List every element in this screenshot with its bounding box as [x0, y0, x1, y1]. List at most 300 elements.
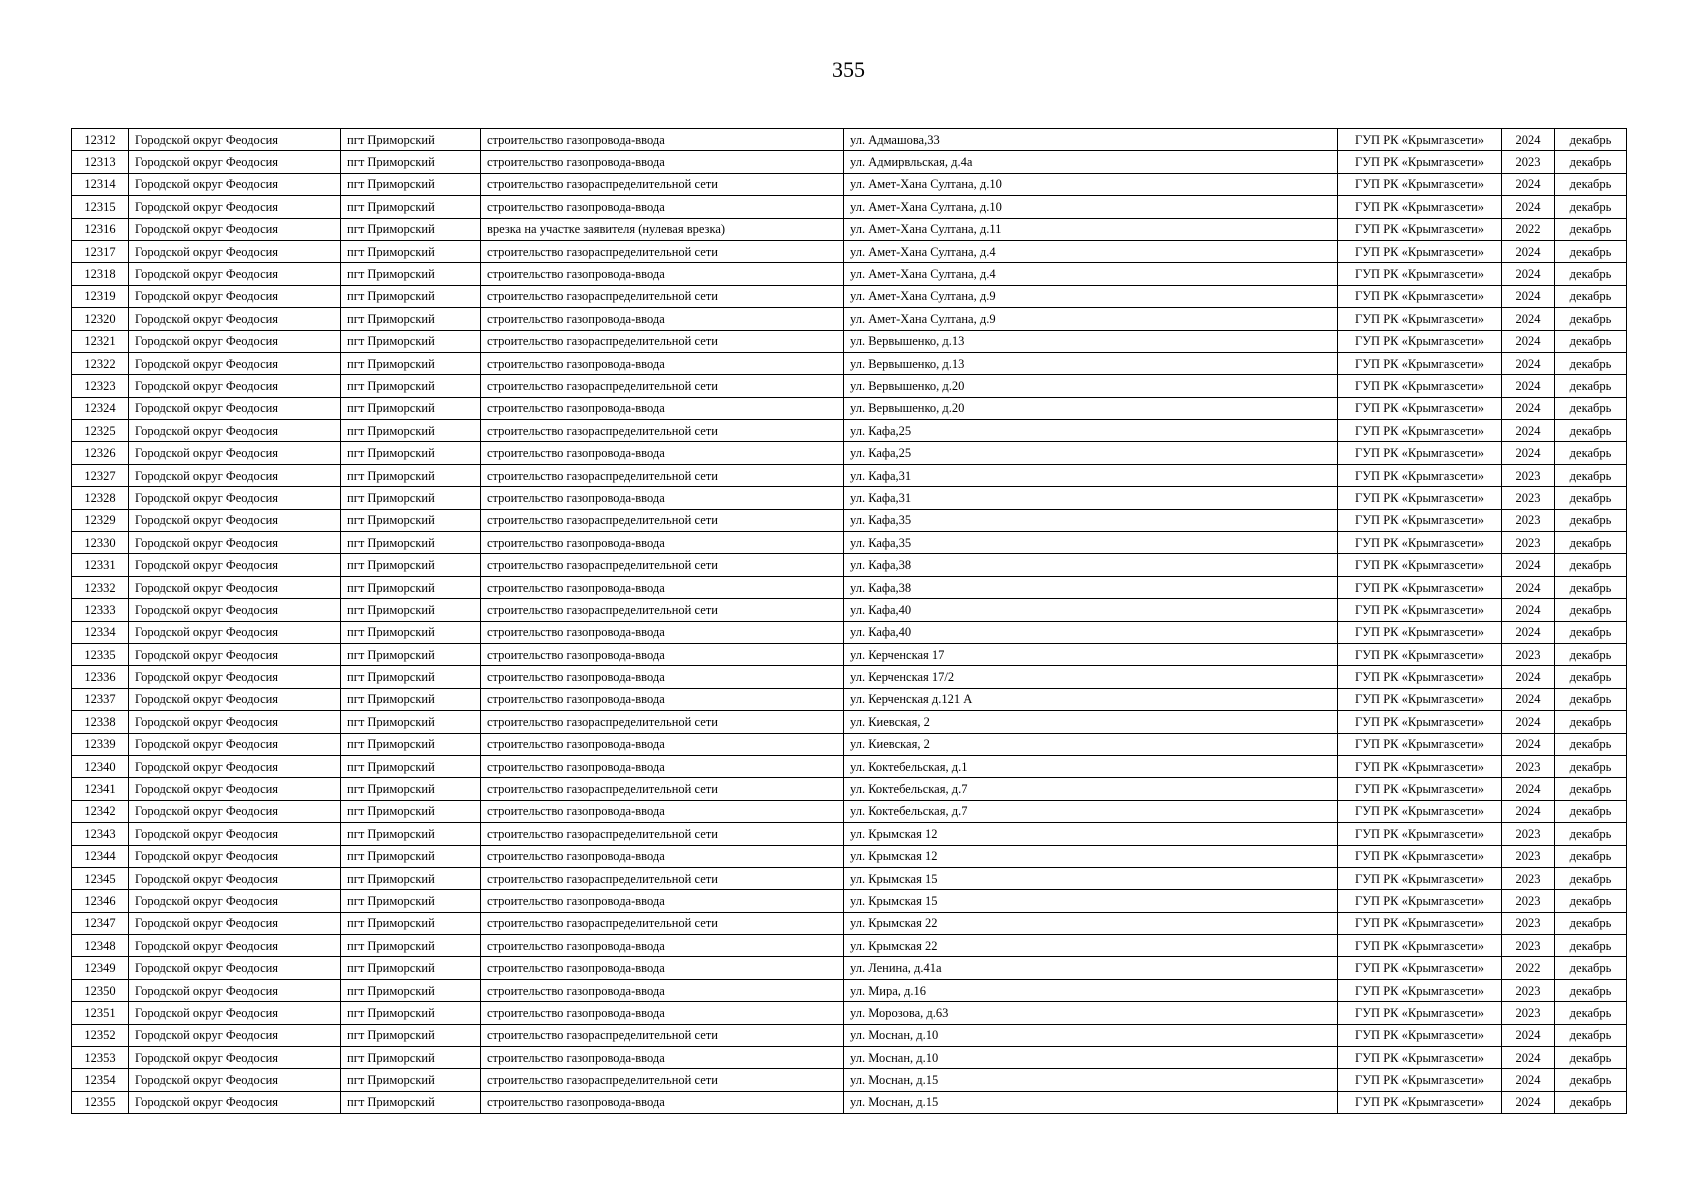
month-cell: декабрь	[1555, 755, 1627, 777]
address-cell: ул. Киевская, 2	[844, 733, 1338, 755]
work-type-cell: строительство газораспределительной сети	[481, 1024, 844, 1046]
organization-cell: ГУП РК «Крымгазсети»	[1338, 554, 1502, 576]
address-cell: ул. Вервышенко, д.20	[844, 375, 1338, 397]
table-row	[72, 263, 1627, 285]
work-type-cell: строительство газораспределительной сети	[481, 375, 844, 397]
settlement-cell: пгт Приморский	[341, 173, 481, 195]
month-cell: декабрь	[1555, 823, 1627, 845]
settlement-cell: пгт Приморский	[341, 1024, 481, 1046]
district-cell: Городской округ Феодосия	[129, 442, 341, 464]
work-type-cell: строительство газопровода-ввода	[481, 688, 844, 710]
work-type-cell: строительство газораспределительной сети	[481, 509, 844, 531]
settlement-cell: пгт Приморский	[341, 330, 481, 352]
settlement-cell: пгт Приморский	[341, 621, 481, 643]
organization-cell: ГУП РК «Крымгазсети»	[1338, 912, 1502, 934]
work-type-cell: строительство газораспределительной сети	[481, 285, 844, 307]
settlement-cell: пгт Приморский	[341, 823, 481, 845]
row-number: 12337	[72, 688, 129, 710]
district-cell: Городской округ Феодосия	[129, 263, 341, 285]
year-cell: 2023	[1502, 823, 1555, 845]
district-cell: Городской округ Феодосия	[129, 1002, 341, 1024]
district-cell: Городской округ Феодосия	[129, 240, 341, 262]
district-cell: Городской округ Феодосия	[129, 554, 341, 576]
district-cell: Городской округ Феодосия	[129, 621, 341, 643]
row-number: 12329	[72, 509, 129, 531]
row-number: 12320	[72, 308, 129, 330]
organization-cell: ГУП РК «Крымгазсети»	[1338, 979, 1502, 1001]
row-number: 12322	[72, 352, 129, 374]
work-type-cell: строительство газопровода-ввода	[481, 487, 844, 509]
organization-cell: ГУП РК «Крымгазсети»	[1338, 1002, 1502, 1024]
work-type-cell: строительство газопровода-ввода	[481, 979, 844, 1001]
month-cell: декабрь	[1555, 957, 1627, 979]
address-cell: ул. Амет-Хана Султана, д.10	[844, 173, 1338, 195]
address-cell: ул. Амет-Хана Султана, д.11	[844, 218, 1338, 240]
organization-cell: ГУП РК «Крымгазсети»	[1338, 464, 1502, 486]
district-cell: Городской округ Феодосия	[129, 733, 341, 755]
year-cell: 2024	[1502, 263, 1555, 285]
row-number: 12317	[72, 240, 129, 262]
settlement-cell: пгт Приморский	[341, 800, 481, 822]
organization-cell: ГУП РК «Крымгазсети»	[1338, 1069, 1502, 1091]
work-type-cell: строительство газораспределительной сети	[481, 464, 844, 486]
organization-cell: ГУП РК «Крымгазсети»	[1338, 397, 1502, 419]
address-cell: ул. Кафа,40	[844, 599, 1338, 621]
month-cell: декабрь	[1555, 397, 1627, 419]
year-cell: 2024	[1502, 308, 1555, 330]
month-cell: декабрь	[1555, 285, 1627, 307]
district-cell: Городской округ Феодосия	[129, 778, 341, 800]
year-cell: 2024	[1502, 666, 1555, 688]
work-type-cell: строительство газораспределительной сети	[481, 599, 844, 621]
month-cell: декабрь	[1555, 666, 1627, 688]
settlement-cell: пгт Приморский	[341, 308, 481, 330]
work-type-cell: строительство газопровода-ввода	[481, 151, 844, 173]
month-cell: декабрь	[1555, 890, 1627, 912]
organization-cell: ГУП РК «Крымгазсети»	[1338, 1047, 1502, 1069]
organization-cell: ГУП РК «Крымгазсети»	[1338, 733, 1502, 755]
year-cell: 2023	[1502, 979, 1555, 1001]
row-number: 12340	[72, 755, 129, 777]
settlement-cell: пгт Приморский	[341, 890, 481, 912]
year-cell: 2022	[1502, 218, 1555, 240]
year-cell: 2024	[1502, 1047, 1555, 1069]
table-row	[72, 957, 1627, 979]
district-cell: Городской округ Феодосия	[129, 129, 341, 151]
settlement-cell: пгт Приморский	[341, 979, 481, 1001]
year-cell: 2023	[1502, 1002, 1555, 1024]
row-number: 12336	[72, 666, 129, 688]
month-cell: декабрь	[1555, 442, 1627, 464]
month-cell: декабрь	[1555, 1047, 1627, 1069]
year-cell: 2024	[1502, 285, 1555, 307]
address-cell: ул. Крымская 22	[844, 912, 1338, 934]
district-cell: Городской округ Феодосия	[129, 330, 341, 352]
settlement-cell: пгт Приморский	[341, 352, 481, 374]
district-cell: Городской округ Феодосия	[129, 935, 341, 957]
work-type-cell: строительство газопровода-ввода	[481, 129, 844, 151]
table-row	[72, 800, 1627, 822]
settlement-cell: пгт Приморский	[341, 733, 481, 755]
address-cell: ул. Амет-Хана Султана, д.9	[844, 308, 1338, 330]
settlement-cell: пгт Приморский	[341, 599, 481, 621]
table-row	[72, 240, 1627, 262]
row-number: 12353	[72, 1047, 129, 1069]
row-number: 12350	[72, 979, 129, 1001]
address-cell: ул. Керченская 17/2	[844, 666, 1338, 688]
organization-cell: ГУП РК «Крымгазсети»	[1338, 823, 1502, 845]
table-row	[72, 285, 1627, 307]
district-cell: Городской округ Феодосия	[129, 532, 341, 554]
district-cell: Городской округ Феодосия	[129, 845, 341, 867]
month-cell: декабрь	[1555, 778, 1627, 800]
settlement-cell: пгт Приморский	[341, 285, 481, 307]
address-cell: ул. Моснан, д.15	[844, 1069, 1338, 1091]
year-cell: 2023	[1502, 912, 1555, 934]
month-cell: декабрь	[1555, 867, 1627, 889]
month-cell: декабрь	[1555, 240, 1627, 262]
year-cell: 2024	[1502, 352, 1555, 374]
table-row	[72, 1002, 1627, 1024]
settlement-cell: пгт Приморский	[341, 464, 481, 486]
organization-cell: ГУП РК «Крымгазсети»	[1338, 352, 1502, 374]
table-row	[72, 218, 1627, 240]
organization-cell: ГУП РК «Крымгазсети»	[1338, 867, 1502, 889]
row-number: 12321	[72, 330, 129, 352]
organization-cell: ГУП РК «Крымгазсети»	[1338, 643, 1502, 665]
settlement-cell: пгт Приморский	[341, 912, 481, 934]
month-cell: декабрь	[1555, 711, 1627, 733]
address-cell: ул. Кафа,35	[844, 509, 1338, 531]
month-cell: декабрь	[1555, 352, 1627, 374]
table-row	[72, 151, 1627, 173]
work-type-cell: строительство газопровода-ввода	[481, 576, 844, 598]
table-row	[72, 778, 1627, 800]
year-cell: 2024	[1502, 688, 1555, 710]
address-cell: ул. Адмирвльская, д.4а	[844, 151, 1338, 173]
row-number: 12318	[72, 263, 129, 285]
year-cell: 2023	[1502, 845, 1555, 867]
address-cell: ул. Крымская 12	[844, 845, 1338, 867]
month-cell: декабрь	[1555, 979, 1627, 1001]
table-row	[72, 599, 1627, 621]
settlement-cell: пгт Приморский	[341, 509, 481, 531]
row-number: 12312	[72, 129, 129, 151]
district-cell: Городской округ Феодосия	[129, 218, 341, 240]
address-cell: ул. Морозова, д.63	[844, 1002, 1338, 1024]
table-row	[72, 1047, 1627, 1069]
page-number: 355	[832, 57, 865, 82]
address-cell: ул. Вервышенко, д.13	[844, 330, 1338, 352]
month-cell: декабрь	[1555, 218, 1627, 240]
work-type-cell: строительство газопровода-ввода	[481, 733, 844, 755]
work-type-cell: строительство газопровода-ввода	[481, 1091, 844, 1113]
organization-cell: ГУП РК «Крымгазсети»	[1338, 308, 1502, 330]
table-row	[72, 442, 1627, 464]
district-cell: Городской округ Феодосия	[129, 397, 341, 419]
organization-cell: ГУП РК «Крымгазсети»	[1338, 509, 1502, 531]
work-type-cell: строительство газораспределительной сети	[481, 867, 844, 889]
year-cell: 2024	[1502, 1091, 1555, 1113]
row-number: 12341	[72, 778, 129, 800]
table-row	[72, 643, 1627, 665]
district-cell: Городской округ Феодосия	[129, 285, 341, 307]
row-number: 12325	[72, 420, 129, 442]
table-row	[72, 890, 1627, 912]
organization-cell: ГУП РК «Крымгазсети»	[1338, 487, 1502, 509]
settlement-cell: пгт Приморский	[341, 151, 481, 173]
row-number: 12314	[72, 173, 129, 195]
district-cell: Городской округ Феодосия	[129, 711, 341, 733]
settlement-cell: пгт Приморский	[341, 711, 481, 733]
work-type-cell: строительство газопровода-ввода	[481, 1047, 844, 1069]
table-row	[72, 129, 1627, 151]
address-cell: ул. Кафа,31	[844, 464, 1338, 486]
settlement-cell: пгт Приморский	[341, 375, 481, 397]
year-cell: 2023	[1502, 643, 1555, 665]
year-cell: 2023	[1502, 464, 1555, 486]
table-row	[72, 1091, 1627, 1113]
month-cell: декабрь	[1555, 173, 1627, 195]
year-cell: 2024	[1502, 330, 1555, 352]
month-cell: декабрь	[1555, 375, 1627, 397]
table-row	[72, 867, 1627, 889]
month-cell: декабрь	[1555, 330, 1627, 352]
month-cell: декабрь	[1555, 935, 1627, 957]
month-cell: декабрь	[1555, 643, 1627, 665]
year-cell: 2023	[1502, 890, 1555, 912]
month-cell: декабрь	[1555, 733, 1627, 755]
district-cell: Городской округ Феодосия	[129, 487, 341, 509]
work-type-cell: строительство газораспределительной сети	[481, 420, 844, 442]
year-cell: 2024	[1502, 599, 1555, 621]
address-cell: ул. Керченская д.121 А	[844, 688, 1338, 710]
settlement-cell: пгт Приморский	[341, 532, 481, 554]
table-row	[72, 979, 1627, 1001]
district-cell: Городской округ Феодосия	[129, 173, 341, 195]
work-type-cell: строительство газопровода-ввода	[481, 308, 844, 330]
work-type-cell: строительство газораспределительной сети	[481, 554, 844, 576]
work-type-cell: строительство газопровода-ввода	[481, 442, 844, 464]
district-cell: Городской округ Феодосия	[129, 1091, 341, 1113]
organization-cell: ГУП РК «Крымгазсети»	[1338, 576, 1502, 598]
row-number: 12334	[72, 621, 129, 643]
row-number: 12343	[72, 823, 129, 845]
month-cell: декабрь	[1555, 554, 1627, 576]
work-type-cell: строительство газопровода-ввода	[481, 957, 844, 979]
table-row	[72, 173, 1627, 195]
organization-cell: ГУП РК «Крымгазсети»	[1338, 1024, 1502, 1046]
work-type-cell: строительство газопровода-ввода	[481, 666, 844, 688]
row-number: 12326	[72, 442, 129, 464]
row-number: 12351	[72, 1002, 129, 1024]
row-number: 12333	[72, 599, 129, 621]
settlement-cell: пгт Приморский	[341, 487, 481, 509]
settlement-cell: пгт Приморский	[341, 420, 481, 442]
row-number: 12313	[72, 151, 129, 173]
row-number: 12354	[72, 1069, 129, 1091]
year-cell: 2024	[1502, 442, 1555, 464]
district-cell: Городской округ Феодосия	[129, 308, 341, 330]
table-row	[72, 845, 1627, 867]
row-number: 12349	[72, 957, 129, 979]
table-row	[72, 509, 1627, 531]
address-cell: ул. Крымская 22	[844, 935, 1338, 957]
month-cell: декабрь	[1555, 509, 1627, 531]
month-cell: декабрь	[1555, 263, 1627, 285]
year-cell: 2024	[1502, 621, 1555, 643]
organization-cell: ГУП РК «Крымгазсети»	[1338, 240, 1502, 262]
work-type-cell: строительство газопровода-ввода	[481, 643, 844, 665]
organization-cell: ГУП РК «Крымгазсети»	[1338, 532, 1502, 554]
row-number: 12319	[72, 285, 129, 307]
settlement-cell: пгт Приморский	[341, 845, 481, 867]
work-type-cell: строительство газораспределительной сети	[481, 711, 844, 733]
year-cell: 2023	[1502, 509, 1555, 531]
address-cell: ул. Амет-Хана Султана, д.4	[844, 240, 1338, 262]
district-cell: Городской округ Феодосия	[129, 151, 341, 173]
table-row	[72, 935, 1627, 957]
settlement-cell: пгт Приморский	[341, 576, 481, 598]
table-row	[72, 420, 1627, 442]
organization-cell: ГУП РК «Крымгазсети»	[1338, 845, 1502, 867]
year-cell: 2024	[1502, 576, 1555, 598]
work-type-cell: строительство газораспределительной сети	[481, 912, 844, 934]
row-number: 12335	[72, 643, 129, 665]
month-cell: декабрь	[1555, 576, 1627, 598]
address-cell: ул. Кафа,31	[844, 487, 1338, 509]
row-number: 12347	[72, 912, 129, 934]
organization-cell: ГУП РК «Крымгазсети»	[1338, 890, 1502, 912]
settlement-cell: пгт Приморский	[341, 867, 481, 889]
settlement-cell: пгт Приморский	[341, 1069, 481, 1091]
row-number: 12327	[72, 464, 129, 486]
address-cell: ул. Моснан, д.10	[844, 1047, 1338, 1069]
year-cell: 2024	[1502, 711, 1555, 733]
district-cell: Городской округ Феодосия	[129, 867, 341, 889]
address-cell: ул. Керченская 17	[844, 643, 1338, 665]
year-cell: 2023	[1502, 151, 1555, 173]
address-cell: ул. Коктебельская, д.1	[844, 755, 1338, 777]
settlement-cell: пгт Приморский	[341, 240, 481, 262]
table-row	[72, 196, 1627, 218]
district-cell: Городской округ Феодосия	[129, 666, 341, 688]
organization-cell: ГУП РК «Крымгазсети»	[1338, 935, 1502, 957]
settlement-cell: пгт Приморский	[341, 263, 481, 285]
table-row	[72, 1069, 1627, 1091]
work-type-cell: строительство газопровода-ввода	[481, 935, 844, 957]
table-row	[72, 532, 1627, 554]
address-cell: ул. Крымская 12	[844, 823, 1338, 845]
district-cell: Городской округ Феодосия	[129, 800, 341, 822]
month-cell: декабрь	[1555, 532, 1627, 554]
table-row	[72, 733, 1627, 755]
organization-cell: ГУП РК «Крымгазсети»	[1338, 285, 1502, 307]
row-number: 12316	[72, 218, 129, 240]
organization-cell: ГУП РК «Крымгазсети»	[1338, 442, 1502, 464]
year-cell: 2024	[1502, 800, 1555, 822]
year-cell: 2024	[1502, 733, 1555, 755]
table-row	[72, 666, 1627, 688]
work-type-cell: строительство газопровода-ввода	[481, 263, 844, 285]
work-type-cell: строительство газораспределительной сети	[481, 778, 844, 800]
table-row	[72, 397, 1627, 419]
district-cell: Городской округ Феодосия	[129, 755, 341, 777]
work-type-cell: строительство газопровода-ввода	[481, 532, 844, 554]
address-cell: ул. Амет-Хана Султана, д.9	[844, 285, 1338, 307]
organization-cell: ГУП РК «Крымгазсети»	[1338, 800, 1502, 822]
work-type-cell: строительство газопровода-ввода	[481, 397, 844, 419]
address-cell: ул. Крымская 15	[844, 890, 1338, 912]
organization-cell: ГУП РК «Крымгазсети»	[1338, 196, 1502, 218]
work-type-cell: строительство газопровода-ввода	[481, 352, 844, 374]
year-cell: 2023	[1502, 867, 1555, 889]
organization-cell: ГУП РК «Крымгазсети»	[1338, 621, 1502, 643]
address-cell: ул. Вервышенко, д.13	[844, 352, 1338, 374]
row-number: 12315	[72, 196, 129, 218]
district-cell: Городской округ Феодосия	[129, 643, 341, 665]
settlement-cell: пгт Приморский	[341, 666, 481, 688]
settlement-cell: пгт Приморский	[341, 643, 481, 665]
address-cell: ул. Киевская, 2	[844, 711, 1338, 733]
address-cell: ул. Кафа,25	[844, 420, 1338, 442]
district-cell: Городской округ Феодосия	[129, 352, 341, 374]
organization-cell: ГУП РК «Крымгазсети»	[1338, 755, 1502, 777]
row-number: 12328	[72, 487, 129, 509]
work-type-cell: строительство газораспределительной сети	[481, 1069, 844, 1091]
address-cell: ул. Кафа,38	[844, 554, 1338, 576]
work-type-cell: строительство газораспределительной сети	[481, 330, 844, 352]
year-cell: 2024	[1502, 1069, 1555, 1091]
year-cell: 2024	[1502, 1024, 1555, 1046]
settlement-cell: пгт Приморский	[341, 935, 481, 957]
work-type-cell: строительство газопровода-ввода	[481, 196, 844, 218]
district-cell: Городской округ Феодосия	[129, 1069, 341, 1091]
work-type-cell: строительство газопровода-ввода	[481, 800, 844, 822]
row-number: 12330	[72, 532, 129, 554]
settlement-cell: пгт Приморский	[341, 1002, 481, 1024]
organization-cell: ГУП РК «Крымгазсети»	[1338, 263, 1502, 285]
work-type-cell: врезка на участке заявителя (нулевая врезка)	[481, 218, 844, 240]
organization-cell: ГУП РК «Крымгазсети»	[1338, 599, 1502, 621]
row-number: 12352	[72, 1024, 129, 1046]
organization-cell: ГУП РК «Крымгазсети»	[1338, 957, 1502, 979]
district-cell: Городской округ Феодосия	[129, 509, 341, 531]
year-cell: 2024	[1502, 375, 1555, 397]
settlement-cell: пгт Приморский	[341, 778, 481, 800]
organization-cell: ГУП РК «Крымгазсети»	[1338, 218, 1502, 240]
district-cell: Городской округ Феодосия	[129, 823, 341, 845]
year-cell: 2024	[1502, 420, 1555, 442]
month-cell: декабрь	[1555, 800, 1627, 822]
table-row	[72, 330, 1627, 352]
row-number: 12342	[72, 800, 129, 822]
year-cell: 2024	[1502, 554, 1555, 576]
table-row	[72, 688, 1627, 710]
work-type-cell: строительство газораспределительной сети	[481, 240, 844, 262]
district-cell: Городской округ Феодосия	[129, 912, 341, 934]
district-cell: Городской округ Феодосия	[129, 420, 341, 442]
table-row	[72, 1024, 1627, 1046]
year-cell: 2024	[1502, 129, 1555, 151]
address-cell: ул. Моснан, д.10	[844, 1024, 1338, 1046]
district-cell: Городской округ Феодосия	[129, 1047, 341, 1069]
district-cell: Городской округ Феодосия	[129, 979, 341, 1001]
address-cell: ул. Коктебельская, д.7	[844, 778, 1338, 800]
month-cell: декабрь	[1555, 129, 1627, 151]
month-cell: декабрь	[1555, 1024, 1627, 1046]
row-number: 12332	[72, 576, 129, 598]
